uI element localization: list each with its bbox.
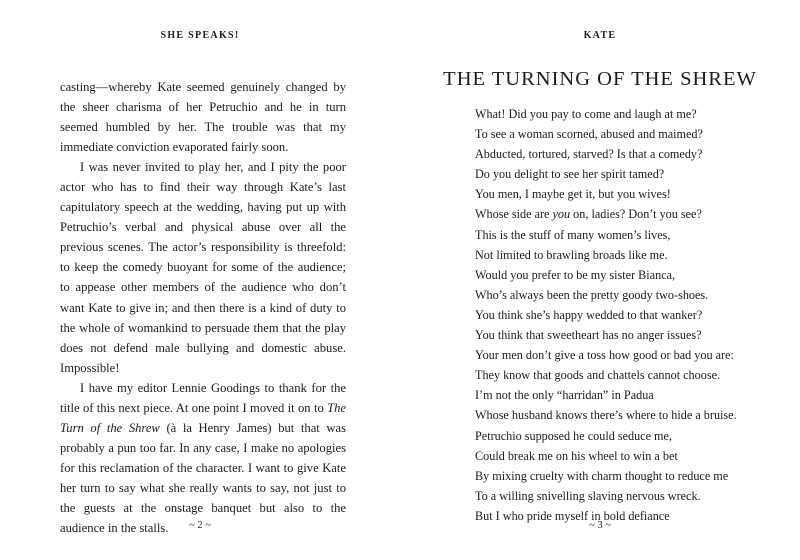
poem-line: To see a woman scorned, abused and maimed? — [475, 127, 703, 142]
essay-paragraph — [60, 378, 346, 538]
poem-line: They know that goods and chattels cannot choose. — [475, 368, 721, 383]
line-text: Whose side are — [475, 207, 553, 222]
right-page — [400, 0, 800, 560]
poem-line: What! Did you pay to come and laugh at me? — [475, 107, 697, 121]
poem-line: Would you prefer to be my sister Bianca, — [475, 267, 676, 282]
poem-title: THE TURNING OF THE SHREW — [443, 68, 757, 90]
poem-line: Who’s always been the pretty goody two-shoes. — [475, 287, 709, 302]
poem-line: Abducted, tortured, starved? Is that a comedy? — [475, 147, 703, 162]
poem-line: Do you delight to see her spirit tamed? — [475, 167, 665, 182]
essay-text — [60, 77, 346, 538]
poem-line: You men, I maybe get it, but you wives! — [475, 187, 671, 202]
poem-line: By mixing cruelty with charm thought to reduce me — [475, 468, 729, 483]
left-running-head: SHE SPEAKS! — [160, 30, 240, 41]
poem-line: But I who pride myself in bold defiance — [475, 508, 670, 523]
paragraph-text: (à la Henry James) but that was probably a pun too far. In any case, I make no apologies for this reclamation of the character. I want to give Kate her turn to say what she really wants to say, not just to the guests at the onstage banquet but also to the audience in the stalls. — [60, 420, 346, 536]
right-page-number: ~ 3 ~ — [589, 520, 611, 531]
poem-line: Whose husband knows there’s where to hide a bruise. — [475, 408, 737, 423]
poem-line: You think she’s happy wedded to that wanker? — [475, 307, 703, 322]
poem-line: Could break me on his wheel to win a bet — [475, 448, 678, 463]
essay-paragraph: casting—whereby Kate seemed genuinely changed by the sheer charisma of her Petruchio and he in turn seemed humbled by her. The trouble was that my immediate conviction evaporated fairly soon. — [60, 80, 346, 155]
poem-line: To a willing snivelling slaving nervous wreck. — [475, 488, 701, 503]
right-running-head: KATE — [583, 30, 617, 41]
poem-line — [475, 204, 795, 224]
poem-line: This is the stuff of many women’s lives, — [475, 227, 671, 242]
paragraph-text: I have my editor Lennie Goodings to thank for the title of this next piece. At one point I moved it on to — [60, 380, 346, 415]
left-page-number: ~ 2 ~ — [189, 520, 211, 531]
poem-line: You think that sweetheart has no anger issues? — [475, 328, 702, 343]
line-text: on, ladies? Don’t you see? — [570, 207, 702, 222]
poem-line: I’m not the only “harridan” in Padua — [475, 388, 654, 403]
poem-line: Your men don’t give a toss how good or bad you are: — [475, 348, 734, 363]
poem-lines — [475, 104, 795, 526]
italic-book-title: The Turn of the Shrew — [60, 400, 346, 435]
poem-line: Not limited to brawling broads like me. — [475, 247, 668, 262]
italic-word: you — [552, 207, 571, 222]
essay-paragraph: I was never invited to play her, and I pity the poor actor who has to find their way through Kate’s last capitulatory speech at the wedding, having put up with Petruchio’s verbal and physical abuse over all the previous scenes. The actor’s responsibility is threefold: to keep the comedy buoyant for some of the audience; to appease other members of the audience who don’t want Kate to give in; and then there is a kind of duty to the whole of womankind to persuade them that the play does not defend male bullying and domestic abuse. Impossible! — [60, 160, 346, 375]
poem-line: Petruchio supposed he could seduce me, — [475, 428, 672, 443]
